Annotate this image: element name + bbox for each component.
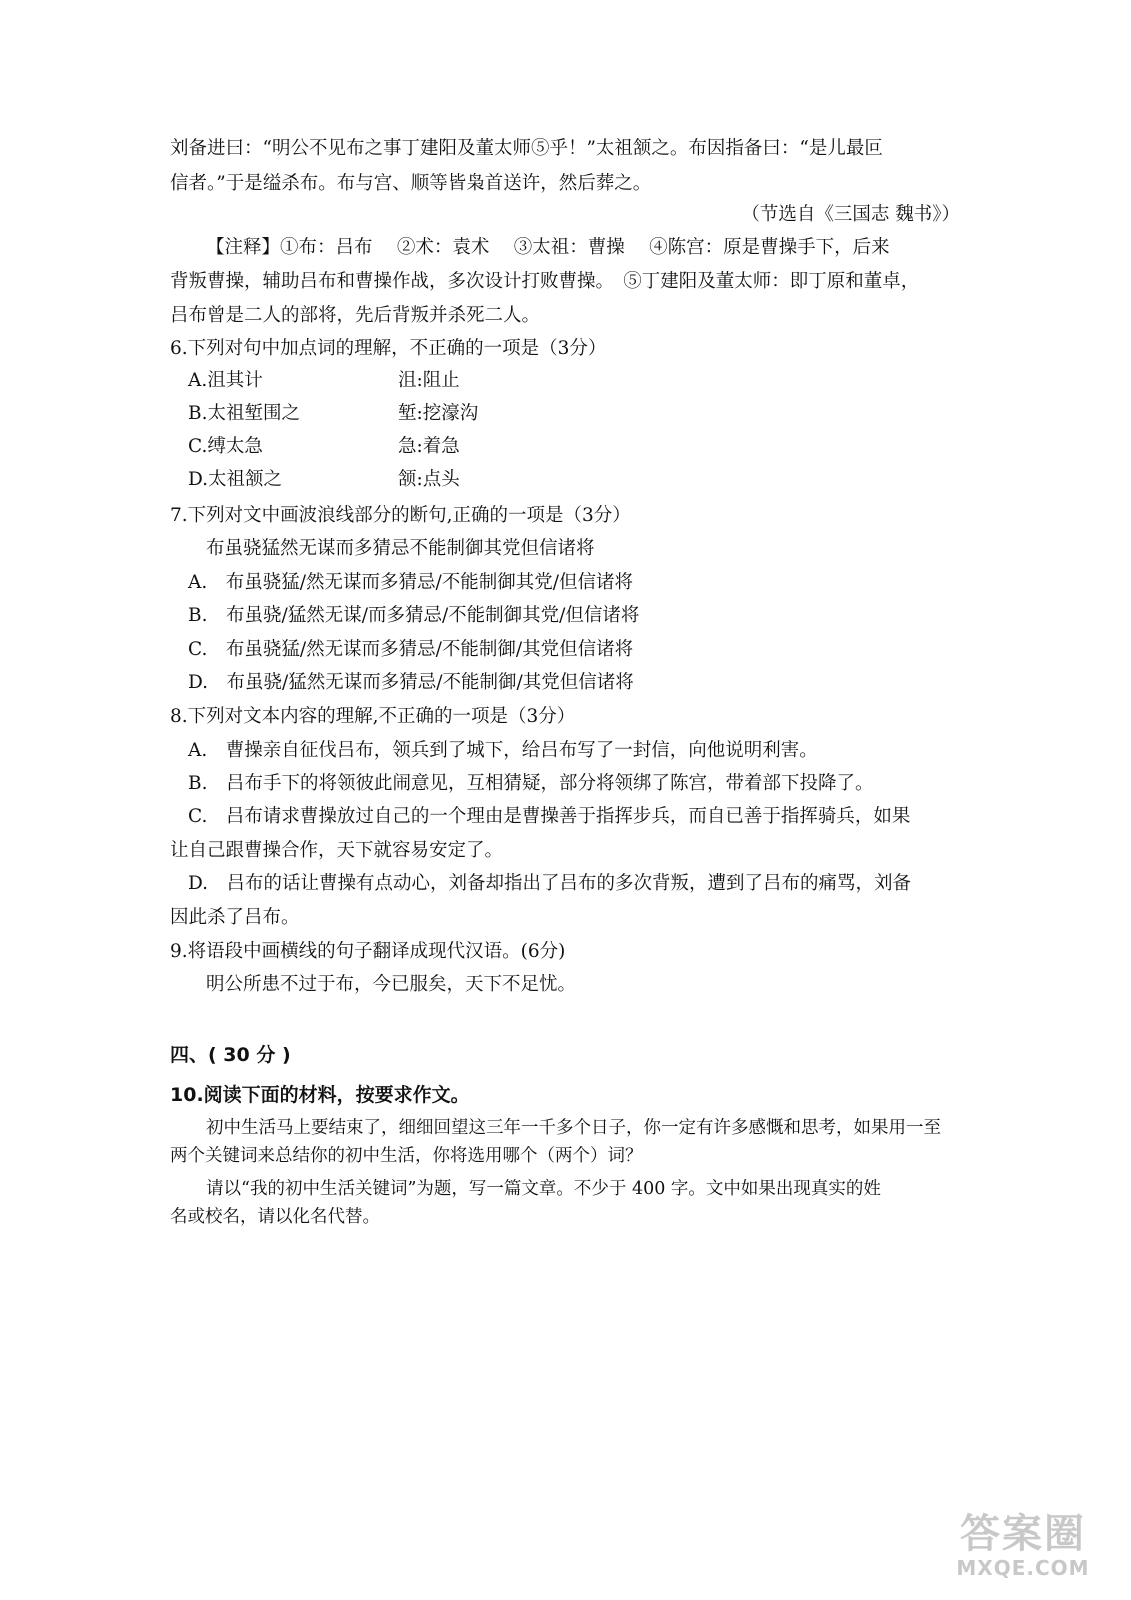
q6-option-d: [188, 468, 978, 492]
q8-option-c-line-1: C. 吕布请求曹操放过自己的一个理由是曹操善于指挥步兵，而自已善于指挥骑兵，如果: [188, 806, 911, 827]
essay-prompt-line-1: 请以“我的初中生活关键词”为题，写一篇文章。不少于 400 字。文中如果出现真实的姓: [206, 1179, 881, 1199]
passage-line-2: 信者。”于是缢杀布。布与宫、顺等皆枭首送许，然后葬之。: [170, 173, 652, 194]
q7-option-d: D. 布虽骁/猛然无谋而多猜忌/不能制御/其党但信诸将: [188, 672, 634, 693]
q6-option-b-gloss: 堑:挖濠沟: [398, 403, 479, 424]
q7-sentence: 布虽骁猛然无谋而多猜忌不能制御其党但信诸将: [206, 538, 595, 559]
q6-option-a-gloss: 沮:阻止: [398, 370, 460, 391]
watermark-text-bottom: MXQE.COM: [956, 1556, 1090, 1580]
q6-stem: 6.下列对句中加点词的理解，不正确的一项是（3分）: [170, 338, 607, 359]
section-4-heading: 四、( 30 分 ): [170, 1044, 291, 1066]
q8-option-d-line-1: D. 吕布的话让曹操有点动心，刘备却指出了吕布的多次背叛，遭到了吕布的痛骂，刘备: [188, 873, 912, 894]
essay-prompt-line-2: 名或校名，请以化名代替。: [170, 1207, 380, 1227]
q8-option-c-line-2: 让自己跟曹操合作，天下就容易安定了。: [170, 840, 504, 861]
q7-option-c: C. 布虽骁猛/然无谋而多猜忌/不能制御/其党但信诸将: [188, 639, 634, 660]
q6-option-c: [188, 435, 978, 459]
q6-option-a-text: A.沮其计: [188, 370, 263, 391]
watermark-text-top: 答案圈: [960, 1511, 1086, 1557]
notes-line-3: 吕布曾是二人的部将，先后背叛并杀死二人。: [170, 305, 541, 326]
q8-option-a: A. 曹操亲自征伐吕布，领兵到了城下，给吕布写了一封信，向他说明利害。: [188, 740, 818, 761]
passage-source: （节选自《三国志 魏书》）: [741, 204, 960, 225]
essay-material-line-2: 两个关键词来总结你的初中生活，你将选用哪个（两个）词？: [170, 1146, 643, 1166]
q7-option-b: B. 布虽骁/猛然无谋/而多猜忌/不能制御其党/但信诸将: [188, 605, 640, 626]
passage-line-1: 刘备进曰：“明公不见布之事丁建阳及董太师⑤乎！”太祖颔之。布因指备曰：“是儿最叵: [170, 138, 883, 159]
q9-stem: 9.将语段中画横线的句子翻译成现代汉语。(6分): [170, 941, 566, 962]
notes-line-2: 背叛曹操，辅助吕布和曹操作战，多次设计打败曹操。 ⑤丁建阳及董太师：即丁原和董卓，: [170, 271, 920, 292]
q6-option-d-text: D.太祖颔之: [188, 469, 283, 490]
q8-option-b: B. 吕布手下的将领彼此闹意见，互相猜疑，部分将领绑了陈宫，带着部下投降了。: [188, 773, 874, 794]
q6-option-c-text: C.缚太急: [188, 436, 263, 457]
q9-sentence: 明公所患不过于布，今已服矣，天下不足忧。: [206, 974, 577, 995]
q8-stem: 8.下列对文本内容的理解,不正确的一项是（3分）: [170, 706, 576, 727]
q7-option-a: A. 布虽骁猛/然无谋而多猜忌/不能制御其党/但信诸将: [188, 572, 633, 593]
q6-option-b-text: B.太祖堑围之: [188, 403, 300, 424]
q6-option-c-gloss: 急:着急: [398, 436, 460, 457]
q8-option-d-line-2: 因此杀了吕布。: [170, 907, 300, 928]
q6-option-a: [188, 369, 978, 393]
watermark-logo: [943, 1512, 1103, 1582]
q7-stem: 7.下列对文中画波浪线部分的断句,正确的一项是（3分）: [170, 505, 631, 526]
essay-material-line-1: 初中生活马上要结束了，细细回望这三年一千多个日子，你一定有许多感慨和思考，如果用一至: [206, 1118, 941, 1138]
notes-line-1: 【注释】①布：吕布 ②术：袁术 ③太祖：曹操 ④陈宫：原是曹操手下，后来: [206, 237, 890, 258]
q6-option-b: [188, 402, 978, 426]
q10-title: 10.阅读下面的材料，按要求作文。: [170, 1084, 470, 1106]
q6-option-d-gloss: 颔:点头: [398, 469, 460, 490]
